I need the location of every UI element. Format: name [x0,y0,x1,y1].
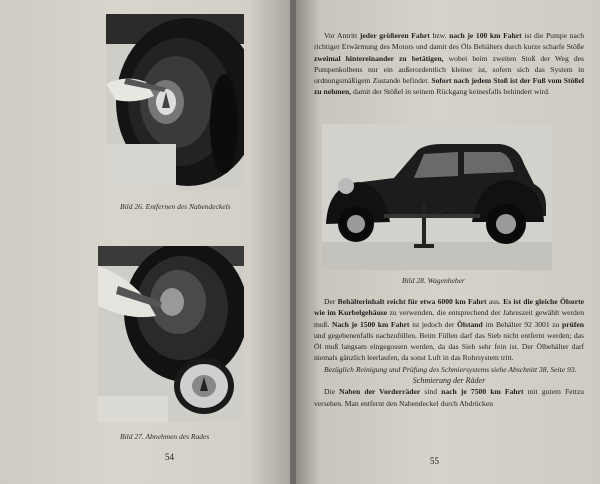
photo-car-jack [322,124,552,270]
text-run: bzw. [429,31,450,40]
text-run-bold: prüfen [562,319,584,329]
text-run-bold: Naben der Vorderräder [339,387,421,397]
text-run: Die [324,387,340,397]
photo-hubcap-removal [106,14,244,190]
page-number-left: 54 [165,452,174,462]
text-run-bold: jeder größeren Fahrt [359,31,430,40]
text-run: ist die Pumpe nach richtiger Erwärmung des Motors und damit des Öls Behälters durch kurze scharfe Stöße [314,31,585,52]
text-run: und gegebenenfalls nachzufüllen. Beim Füllen darf das Sieb nicht entfernt werden; das Öl muß langsam eingegossen werden, da das Sieb sehr fein ist. Der Ölbehälter darf niemals gänzlich leerlaufen, da sonst Luft in das Rohrsystem tritt. [314,330,584,363]
text-run-bold: Sofort nach jedem Stoß ist der Fuß vom Stößel zu nehmen, [314,76,584,97]
paragraph-pump-operation [314,30,584,98]
text-run: mit gutem Fettzu versehen. Man entfernt den Nabendeckel durch Abdrücken [314,387,584,408]
paragraph-reference: Bezüglich Reinigung und Prüfung des Schmiersystems siehe Abschnitt 38, Seite 93. [324,364,577,374]
paragraph-oil-reservoir [314,296,584,409]
text-run: Der [324,297,338,306]
text-run: ist jedoch der [409,319,457,329]
text-run-bold: Nach je 1500 km Fahrt [332,319,410,329]
text-run: im Behälter 92 3001 zu [482,319,563,329]
caption-figure-27: Bild 27. Abnehmen des Rades [120,432,210,441]
page-number-right: 55 [430,456,439,466]
text-run: wobei beim zweiten Stoß der Weg des Pumpenkolbens nur ein außerordentlich kleiner ist, sofern sich das System in ordnungsmäßigem Zustande befindet. [314,53,584,86]
text-run-bold: zweimal hintereinander zu betätigen, [314,53,444,63]
text-run-bold: Es ist die gleiche Ölsorte wie im Kurbelgehäuse [314,297,584,318]
text-run-bold: Ölstand [456,319,483,329]
text-run-bold: Behälterinhalt reicht für etwa 6000 km Fahrt [337,297,487,306]
photo-wheel-removal [98,246,244,422]
text-run: zu verwenden, die entsprechend der Jahreszeit gewählt werden muß. [314,308,584,329]
photo-car-jack-drawing [322,124,552,270]
text-run: sind [420,387,442,397]
text-run-bold: nach je 7500 km Fahrt [441,387,524,397]
caption-figure-26: Bild 26. Entfernen des Nabendeckels [120,202,231,211]
photo-wheel-removal-drawing [98,246,244,422]
caption-figure-28: Bild 28. Wagenheber [402,276,465,285]
text-run-bold: nach je 100 km Fahrt [449,31,522,40]
section-heading-wheel-lubrication: Schmierung der Räder [412,376,486,386]
text-run: Vor Antritt [324,31,360,40]
photo-hubcap-removal-drawing [106,14,244,190]
text-run: aus. [486,297,504,306]
text-run: damit der Stößel in seinem Rückgang keinesfalls behindert wird. [351,87,550,97]
